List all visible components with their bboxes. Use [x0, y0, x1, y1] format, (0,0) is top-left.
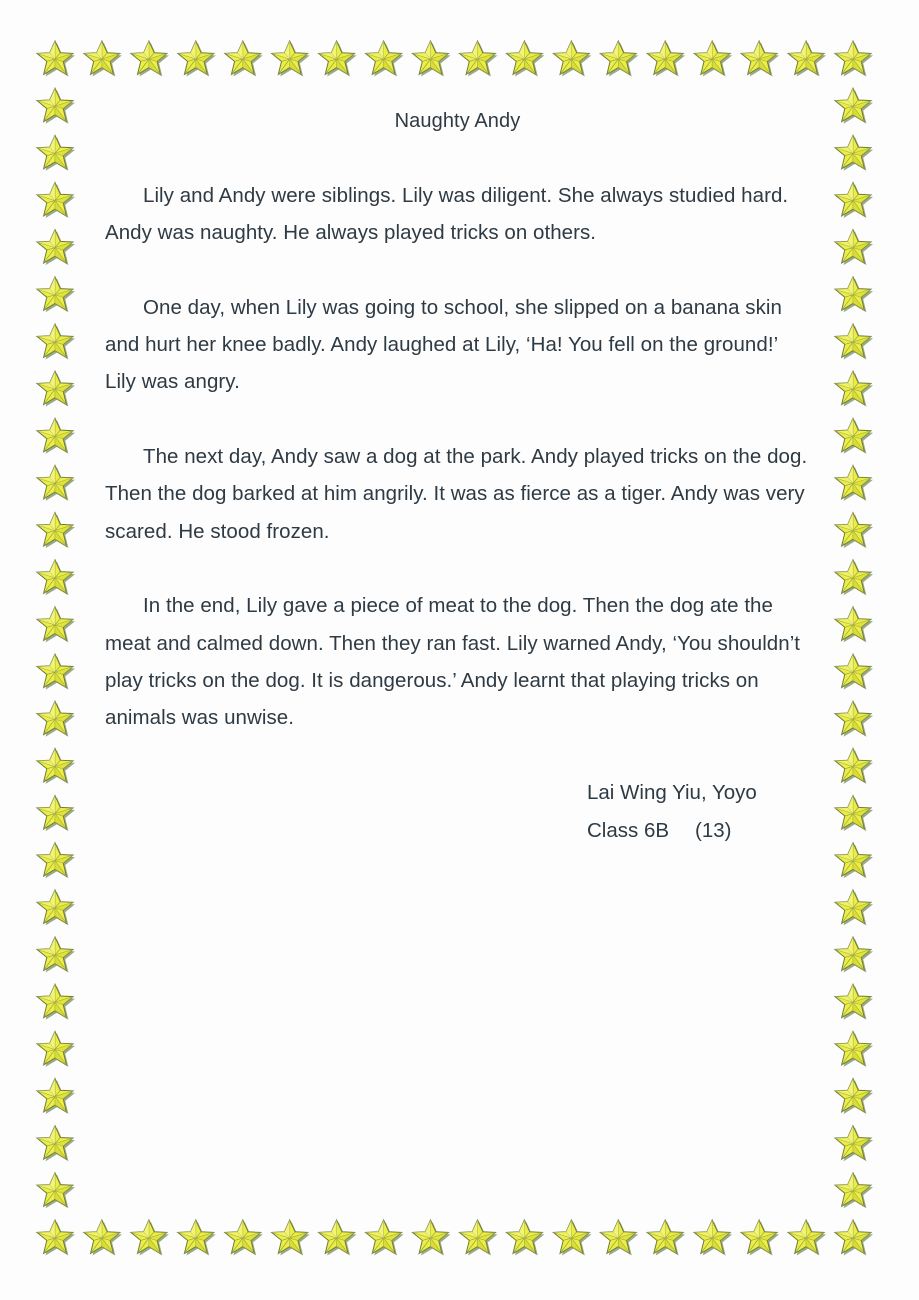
star-icon: [37, 418, 75, 454]
star-icon: [741, 41, 779, 77]
star-icon: [272, 41, 310, 77]
star-icon: [600, 1220, 638, 1256]
story-paragraph-4: In the end, Lily gave a piece of meat to the dog. Then the dog ate the meat and calmed down. Then they ran fast. Lily warned Andy, ‘You shouldn’t play tricks on the dog. It is dangerous.’ Andy learnt that playing tricks on animals was unwise.: [105, 594, 801, 730]
star-icon: [84, 41, 122, 77]
star-icon: [835, 371, 873, 407]
star-icon: [835, 607, 873, 643]
story-body: [105, 104, 810, 736]
star-icon: [835, 1031, 873, 1067]
star-icon: [835, 654, 873, 690]
star-icon: [835, 701, 873, 737]
star-icon: [835, 183, 873, 219]
star-icon: [553, 1220, 591, 1256]
story-paragraph-1: Lily and Andy were siblings. Lily was diligent. She always studied hard. Andy was naughty. He always played tricks on others.: [105, 184, 789, 245]
class-info: [587, 812, 757, 850]
star-icon: [37, 984, 75, 1020]
star-icon: [647, 41, 685, 77]
star-icon: [835, 230, 873, 266]
star-icon: [37, 607, 75, 643]
star-icon: [37, 937, 75, 973]
star-icon: [835, 465, 873, 501]
star-icon: [178, 41, 216, 77]
story-paragraph-2: One day, when Lily was going to school, she slipped on a banana skin and hurt her knee badly. Andy laughed at Lily, ‘Ha! You fell on the ground!’ Lily was angry.: [105, 295, 782, 394]
star-icon: [178, 1220, 216, 1256]
story-title: Naughty Andy: [394, 110, 521, 132]
star-icon: [37, 1031, 75, 1067]
star-icon: [37, 513, 75, 549]
star-icon: [835, 843, 873, 879]
star-icon: [835, 1126, 873, 1162]
star-icon: [506, 41, 544, 77]
star-icon: [835, 1220, 873, 1256]
star-icon: [225, 1220, 263, 1256]
star-icon: [272, 1220, 310, 1256]
star-icon: [835, 748, 873, 784]
star-icon: [131, 1220, 169, 1256]
star-icon: [37, 324, 75, 360]
star-icon: [553, 41, 591, 77]
star-icon: [835, 984, 873, 1020]
star-icon: [319, 41, 357, 77]
star-icon: [788, 41, 826, 77]
star-icon: [413, 1220, 451, 1256]
star-icon: [37, 41, 75, 77]
star-icon: [37, 748, 75, 784]
star-icon: [37, 371, 75, 407]
star-icon: [835, 418, 873, 454]
star-icon: [835, 796, 873, 832]
star-icon: [37, 88, 75, 124]
class-label: Class 6B: [587, 818, 670, 842]
class-number: (13): [695, 818, 732, 842]
star-icon: [37, 1126, 75, 1162]
author-name: Lai Wing Yiu, Yoyo: [587, 781, 757, 804]
star-icon: [37, 1220, 75, 1256]
star-icon: [131, 41, 169, 77]
star-icon: [37, 843, 75, 879]
star-icon: [37, 654, 75, 690]
star-icon: [835, 324, 873, 360]
star-icon: [37, 277, 75, 313]
star-icon: [835, 937, 873, 973]
star-icon: [37, 183, 75, 219]
star-icon: [37, 1173, 75, 1209]
star-icon: [694, 41, 732, 77]
star-icon: [225, 41, 263, 77]
star-icon: [37, 796, 75, 832]
star-icon: [460, 1220, 498, 1256]
star-icon: [835, 88, 873, 124]
star-icon: [694, 1220, 732, 1256]
star-icon: [84, 1220, 122, 1256]
star-icon: [366, 41, 404, 77]
star-icon: [366, 1220, 404, 1256]
story-paragraph-3: The next day, Andy saw a dog at the park. Andy played tricks on the dog. Then the dog barked at him angrily. It was as fierce as a tiger. Andy was very scared. He stood frozen.: [105, 445, 808, 543]
star-icon: [460, 41, 498, 77]
star-icon: [600, 41, 638, 77]
signature-block: [587, 774, 757, 849]
star-icon: [37, 890, 75, 926]
star-icon: [835, 1079, 873, 1115]
star-icon: [788, 1220, 826, 1256]
star-icon: [835, 890, 873, 926]
star-icon: [647, 1220, 685, 1256]
star-icon: [835, 41, 873, 77]
star-icon: [835, 560, 873, 596]
star-icon: [506, 1220, 544, 1256]
star-icon: [37, 465, 75, 501]
star-icon: [741, 1220, 779, 1256]
star-icon: [37, 560, 75, 596]
star-icon: [413, 41, 451, 77]
star-icon: [37, 230, 75, 266]
star-icon: [37, 701, 75, 737]
star-icon: [835, 1173, 873, 1209]
star-icon: [835, 277, 873, 313]
star-icon: [835, 513, 873, 549]
star-icon: [37, 135, 75, 171]
star-icon: [319, 1220, 357, 1256]
star-icon: [37, 1079, 75, 1115]
star-icon: [835, 135, 873, 171]
